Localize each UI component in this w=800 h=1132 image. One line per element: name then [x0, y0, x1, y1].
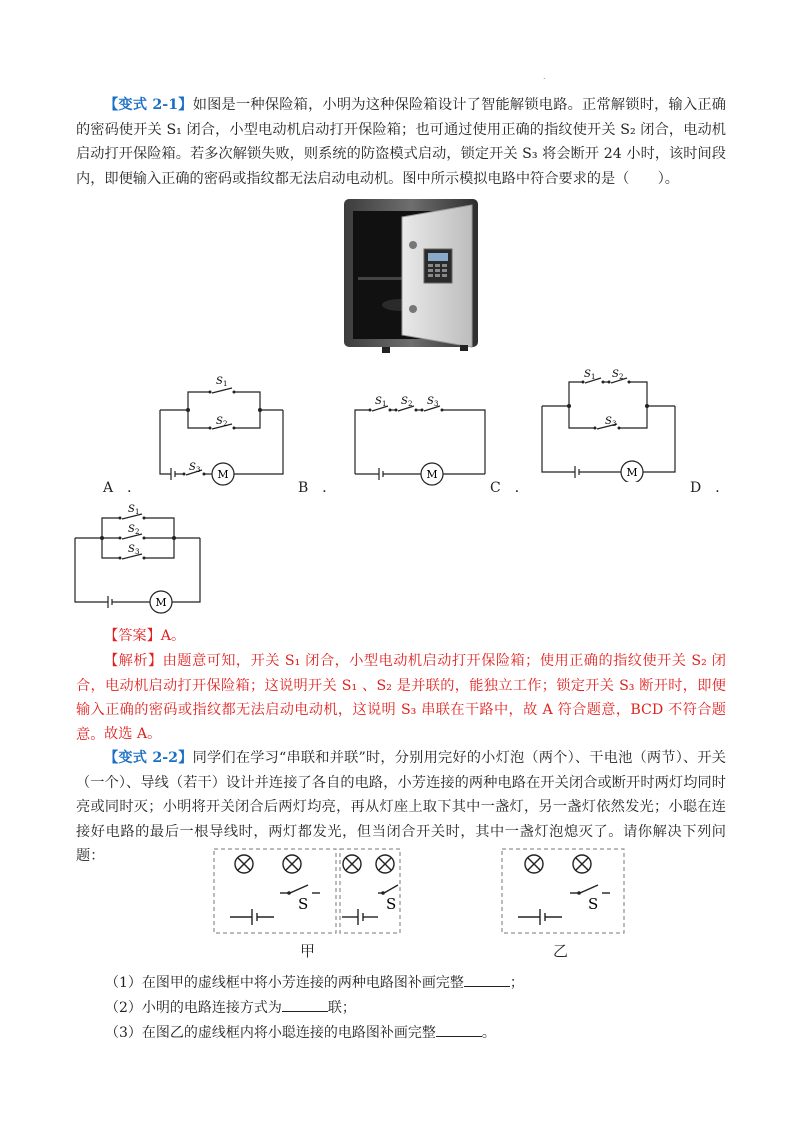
label-c-s3-sub: 3 [612, 420, 617, 428]
label-b-s2-sub: 2 [408, 400, 413, 408]
variant2-tag: 【变式 2-2】 [104, 750, 193, 766]
label-c-s2-sub: 2 [619, 373, 624, 381]
label-c-s1: S [584, 369, 591, 380]
corner-mark: . [543, 72, 546, 81]
label-a-s1: S [216, 376, 223, 387]
variant2-text: 同学们在学习“串联和并联”时，分别用完好的小灯泡（两个）、干电池（两节）、开关（一个）、导线（若干）设计并连接了各自的电路，小芳连接的两种电路在开关闭合或断开时两灯均同时亮或同时灭；小明将开关闭合后两灯均亮，再从灯座上取下其中一盏灯，另一盏灯依然发光；小聪在连接好电路的最后一根导线时，两灯都发光，但当闭合开关时，其中一盏灯泡熄灭了。请你解决下列问题： [76, 750, 726, 865]
analysis-conclusion: 故选 A。 [104, 726, 162, 742]
label-a-s3-sub: 3 [196, 466, 201, 474]
circuit-option-c [535, 362, 685, 482]
question-3-blank[interactable] [436, 1022, 482, 1037]
analysis-tag: 【解析】 [104, 653, 163, 669]
circuit-option-d [68, 498, 208, 616]
jia-switch-label: S [298, 895, 309, 913]
figure-jia-second [338, 847, 400, 935]
question-1-blank[interactable] [464, 972, 510, 987]
label-d-s3: S [128, 544, 135, 555]
label-c-s2: S [612, 369, 619, 380]
question-1-end: ； [509, 975, 524, 991]
label-d-s1: S [128, 504, 135, 515]
option-b-label: B ． [298, 480, 337, 496]
question-1-text: （1）在图甲的虚线框中将小芳连接的两种电路图补画完整 [105, 975, 464, 991]
label-b-s3: S [427, 396, 434, 407]
variant1-text: 如图是一种保险箱，小明为这种保险箱设计了智能解锁电路。正常解锁时，输入正确的密码使开关 S₁ 闭合，小型电动机启动打开保险箱；也可通过使用正确的指纹使开关 S₂ 闭合，电动机启动打开保险箱。若多次解锁失败，则系统的防盗模式启动，锁定开关 S₃ 将会断开 24 小时，该时间段内，即便输入正确的密码或指纹都无法启动电动机。图中所示模拟电路中符合要求的是（ ）。 [76, 97, 726, 187]
label-d-s1-sub: 1 [135, 508, 140, 516]
label-d-s2-sub: 2 [135, 528, 140, 536]
question-2-text: （2）小明的电路连接方式为 [105, 1000, 282, 1016]
label-a-s2-sub: 2 [223, 420, 228, 428]
variant1-paragraph [76, 93, 726, 191]
label-c-s3: S [605, 416, 612, 427]
safe-box-image [340, 197, 490, 357]
label-a-motor: M [217, 468, 229, 481]
label-a-s2: S [216, 416, 223, 427]
label-b-s3-sub: 3 [434, 400, 439, 408]
figure-yi-caption: 乙 [553, 942, 569, 960]
analysis-text: 由题意可知，开关 S₁ 闭合，小型电动机启动打开保险箱；使用正确的指纹使开关 S₂ 闭合，电动机启动打开保险箱；这说明开关 S₁ 、S₂ 是并联的，能独立工作；锁定开关 S₃ 断开时，即便输入正确的密码或指纹都无法启动电动机，这说明 S₃ 串联在干路中，故 A 符合题意，BCD 不符合题意。 [76, 653, 726, 743]
label-d-motor: M [155, 596, 167, 609]
circuit-option-a [150, 370, 290, 488]
question-1 [105, 972, 524, 994]
question-3-end: 。 [481, 1025, 496, 1041]
answer-line [76, 624, 726, 649]
label-a-s3: S [189, 462, 196, 473]
answer-text: A。 [160, 628, 186, 644]
label-c-s1-sub: 1 [591, 373, 596, 381]
label-c-motor: M [626, 466, 638, 479]
question-2 [105, 997, 356, 1019]
question-2-end: 联； [327, 1000, 356, 1016]
label-a-s1-sub: 1 [223, 380, 228, 388]
option-d-label: D ． [690, 480, 730, 496]
label-d-s2: S [128, 524, 135, 535]
option-c-label: C ． [490, 480, 529, 496]
circuit-option-b [348, 392, 493, 486]
answer-tag: 【答案】 [104, 628, 161, 644]
label-b-s1-sub: 1 [382, 400, 387, 408]
label-b-s2: S [401, 396, 408, 407]
question-3 [105, 1022, 496, 1044]
yi-switch-label: S [588, 895, 599, 913]
question-2-blank[interactable] [282, 997, 328, 1012]
label-b-s1: S [375, 396, 382, 407]
jia2-switch-label: S [386, 895, 397, 913]
label-b-motor: M [426, 468, 438, 481]
label-d-s3-sub: 3 [135, 548, 140, 556]
variant1-tag: 【变式 2-1】 [104, 97, 193, 113]
question-3-text: （3）在图乙的虚线框内将小聪连接的电路图补画完整 [105, 1025, 436, 1041]
figure-jia-caption: 甲 [300, 942, 316, 960]
option-a-label: A ． [103, 480, 142, 496]
figure-yi [500, 847, 626, 935]
